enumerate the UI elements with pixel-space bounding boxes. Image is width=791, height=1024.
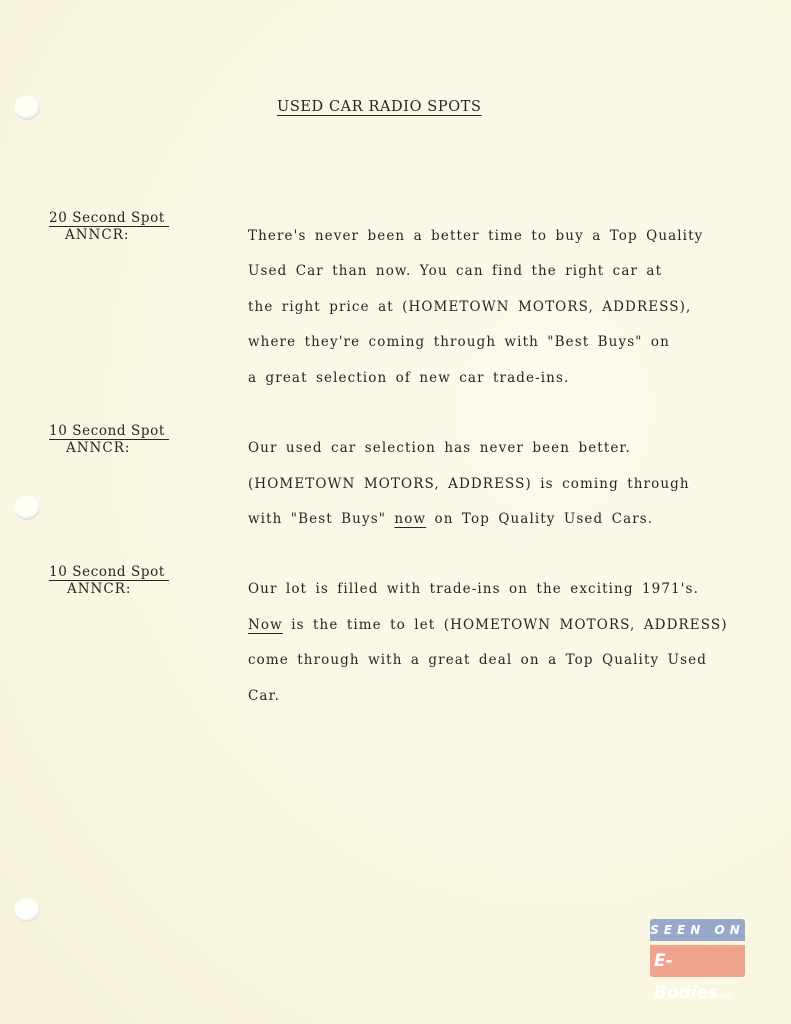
speaker-label: ANNCR:	[65, 227, 130, 243]
underlined-word: now	[394, 511, 427, 527]
script-line: (HOMETOWN MOTORS, ADDRESS) is coming through	[248, 476, 690, 492]
page-title: USED CAR RADIO SPOTS	[277, 99, 482, 115]
speaker-label: ANNCR:	[66, 440, 131, 456]
script-line: There's never been a better time to buy a Top Quality	[248, 228, 704, 244]
punch-hole	[14, 496, 40, 520]
spot-heading: 10 Second Spot	[49, 423, 169, 440]
script-line: Car.	[248, 688, 281, 704]
script-line-underlined: with "Best Buys" now on Top Quality Used Cars.	[248, 511, 654, 527]
script-line: Our lot is filled with trade-ins on the exciting 1971's.	[248, 581, 699, 597]
watermark-top-text: SEEN ON	[650, 919, 745, 941]
script-line-underlined: Now is the time to let (HOMETOWN MOTORS, ADDRESS)	[248, 617, 728, 633]
punch-hole	[14, 96, 40, 120]
script-line: Used Car than now. You can find the right car at	[248, 263, 663, 279]
script-line: the right price at (HOMETOWN MOTORS, ADDRESS),	[248, 299, 692, 315]
watermark-bottom	[650, 945, 745, 1003]
punch-hole	[14, 898, 40, 922]
seen-on-ebodies-watermark	[650, 919, 745, 1003]
script-line: come through with a great deal on a Top Quality Used	[248, 652, 707, 668]
underlined-word: Now	[248, 617, 283, 633]
script-line: Our used car selection has never been better.	[248, 440, 631, 456]
script-line: where they're coming through with "Best Buys" on	[248, 334, 670, 350]
watermark-bottom-text: E-Bodies	[654, 951, 719, 1003]
watermark-suffix: .org	[718, 992, 733, 1000]
speaker-label: ANNCR:	[67, 581, 132, 597]
script-line: a great selection of new car trade-ins.	[248, 370, 570, 386]
spot-heading: 20 Second Spot	[49, 210, 169, 227]
spot-heading: 10 Second Spot	[49, 564, 169, 581]
